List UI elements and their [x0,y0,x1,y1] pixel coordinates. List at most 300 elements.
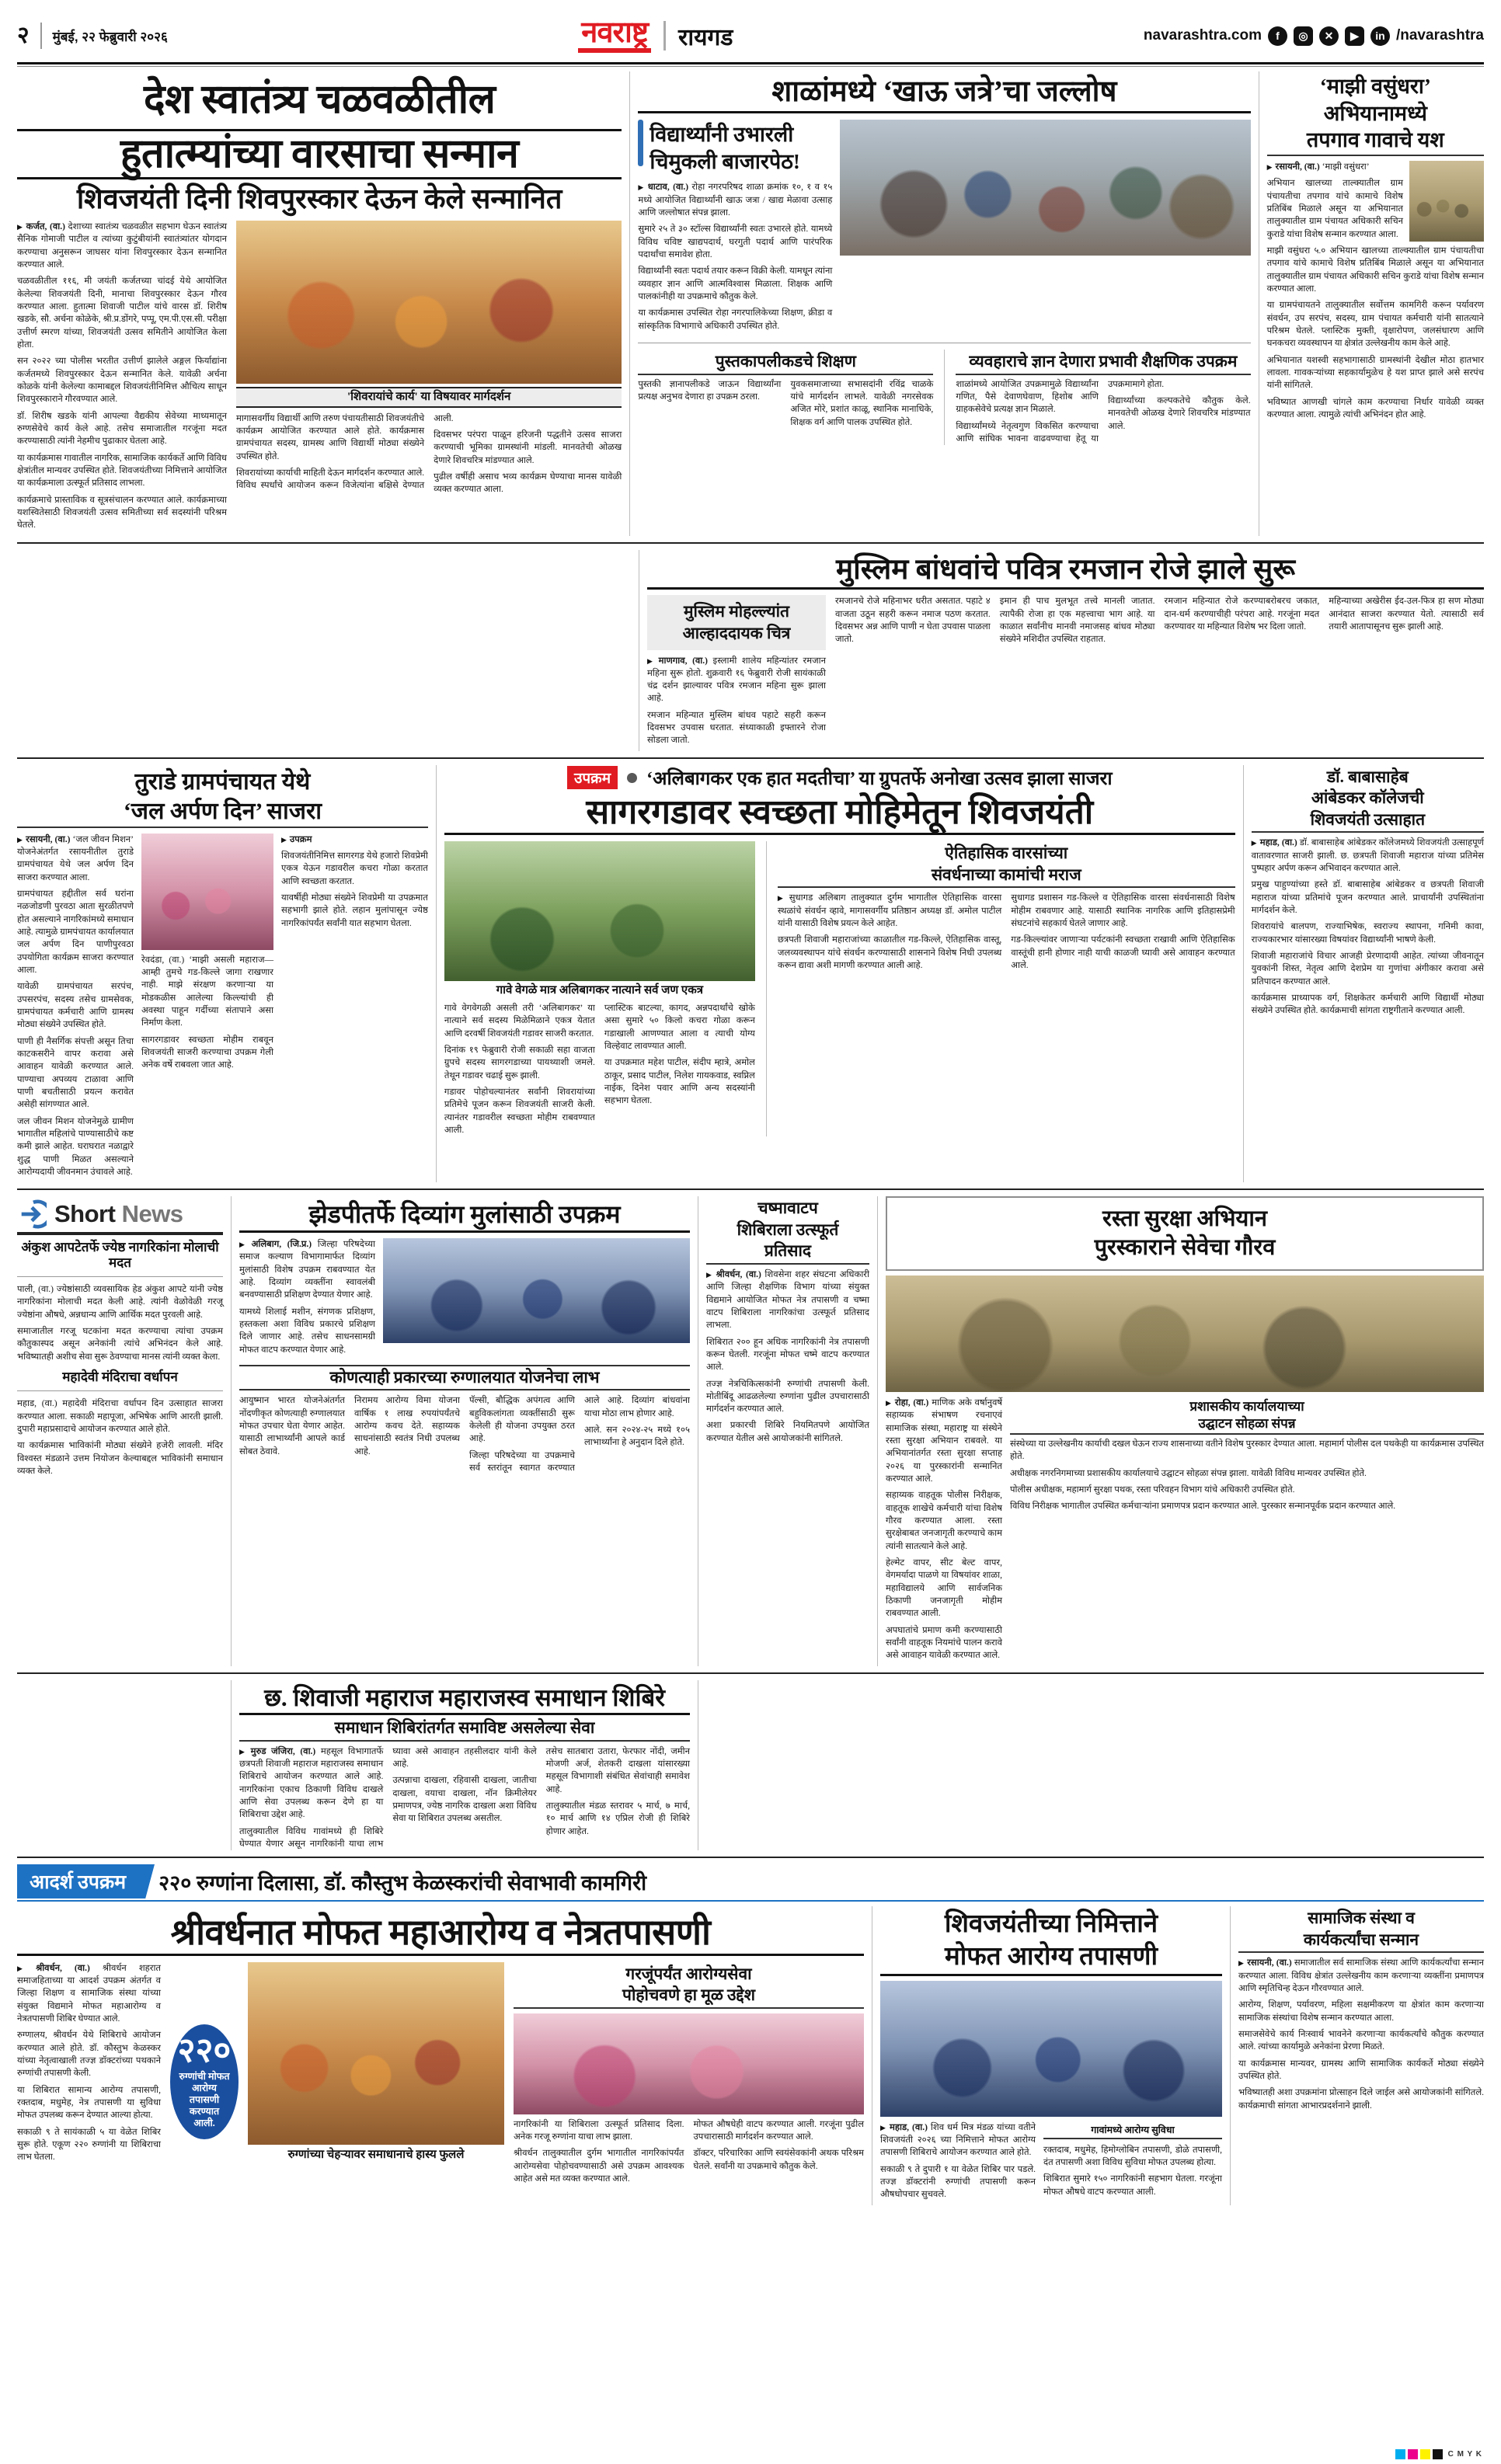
lead-photo-body [236,412,622,496]
ramzan-body-4: रमजान महिन्यात रोजे करण्याबरोबरच जकात, दान-धर्म करण्याचीही परंपरा आहे. गरजूंना मदत करण्यावर या महिन्यात विशेष भर दिला जातो. [1164,597,1320,632]
badge-number: २२० [177,2031,232,2070]
khau-dateline: धाटाव, (वा.) [647,183,689,193]
khau-jatra-body [638,181,832,332]
babasaheb-body-2: शिवरायांचे बालपण, राज्याभिषेक, स्वराज्य स्थापना, गनिमी कावा, राज्यकारभार यांसारख्या विषयांवर विद्यार्थ्यांनी भाषणे केली. [1251,922,1484,945]
instagram-icon[interactable]: ◎ [1294,26,1313,46]
adarsha-headline: श्रीवर्धनात मोफत महाआरोग्य व नेत्रतपासणी [17,1914,864,1955]
sagargad-body-2: गडावर पोहोचल्यानंतर सर्वांनी शिवरायांच्या प्रतिमेचे पूजन करून शिवजयंती साजरी केली. त्यानंतर गडावरील स्वच्छता मोहीम राबवण्यात आली. [444,1088,595,1136]
khau-sub-left-head: पुस्तकापलीकडचे शिक्षण [638,353,933,375]
babasaheb-story [1252,765,1484,1183]
youtube-icon[interactable]: ▶ [1345,26,1364,46]
facebook-icon[interactable]: f [1268,26,1287,46]
social-handle: /navarashtra [1395,27,1484,44]
ramzan-body-1: रमजान महिन्यात मुस्लिम बांधव पहाटे सहरी करून दिवसभर उपवास धरतात. संध्याकाळी इफ्तारने रोजा सोडला जातो. [647,710,826,746]
adarsha-tag: आदर्श उपक्रम [17,1864,138,1898]
khau-sub-right-0: शाळांमध्ये आयोजित उपक्रमामुळे विद्यार्थ्यांना गणित, पैसे देवाणघेवाण, हिशोब आणि ग्राहकसेवेचे प्रत्यक्ष ज्ञान मिळाले. [956,379,1099,415]
samajik-story [1238,1906,1484,2205]
vasundhara-head-2: अभियानामध्ये [1323,101,1427,125]
lead-body-2: सन २०२२ च्या पोलीस भरतीत उत्तीर्ण झालेले अङ्गल फिर्याद्यांना कर्जतमध्ये शिवपुरस्कार देऊन सन्मानित केले. यावेळी अर्चना कोळके यांनी केलेल्या कामाबद्दल शिवजयंतीनिमित्त औचित्य साधून शिवपुरस्काराने गौरवण्यात आले. [17,357,227,405]
short-news-1-p1: या कार्यक्रमास भाविकांनी मोठ्या संख्येने हजेरी लावली. मंदिर विश्वस्त मंडळाने उत्तम नियोजन केल्याबद्दल भाविकांनी समाधान व्यक्त केले. [17,1441,223,1477]
khau-sub-right-body [956,378,1250,446]
rasta-sub-head-2: उद्घाटन सोहळा संपन्न [1010,1416,1484,1434]
varasa-head-2: संवर्धनाच्या कामांची मराज [778,866,1235,889]
champawat-body-0: शिवसेना शहर संघटना अधिकारी आणि जिल्हा शैक्षणिक विभाग यांच्या संयुक्त विद्यमाने आयोजित मोफत नेत्र तपासणी व चष्मा वाटप शिबिराला नागरिकांचा उत्स्फूर्त प्रतिसाद लाभला. [706,1269,869,1331]
shibir-sub-1: तसेच सातबारा उतारा, फेरफार नोंदी, जमीन मोजणी अर्ज, शेतकरी दाखला यांसारख्या महसूल विभागाशी संबंधित सेवांचाही समावेश आहे. [545,1746,690,1794]
babasaheb-body-1: प्रमुख पाहुण्यांच्या हस्ते डॉ. बाबासाहेब आंबेडकर व छत्रपती शिवाजी महाराज यांच्या प्रतिमांचे पूजन करण्यात आले. प्राचार्यांनी उपस्थितांना मार्गदर्शन केले. [1251,880,1484,915]
ramzan-body-col1 [647,655,826,747]
vasundhara-story [1267,71,1484,536]
adarsha-badge-col [170,1962,239,2186]
babasaheb-head-1: डॉ. बाबासाहेब [1326,767,1409,786]
sagargad-caption: गावे वेगळे मात्र अलिबागकर नात्याने सर्व जण एकत्र [496,984,704,997]
adarsha-photo-col [248,1962,504,2186]
vasundhara-body-4: भविष्यात आणखी चांगले काम करण्याचा निर्धार यावेळी व्यक्त करण्यात आला. त्यामुळे त्यांची अभिनंदन होत आहे. [1266,397,1484,419]
short-news-0-p1: समाजातील गरजू घटकांना मदत करण्याचा त्यांचा उपक्रम कौतुकास्पद असून अनेकांनी त्यांचे अभिनंदन केले आहे. भविष्यातही अशीच सेवा सुरू ठेवण्याचा मानस त्यांनी व्यक्त केला. [17,1327,223,1362]
champawat-body-2: तज्ज्ञ नेत्रचिकित्सकांनी रुग्णांची तपासणी केली. मोतीबिंदू आढळलेल्या रुग्णांना पुढील उपचारासाठी मार्गदर्शन करण्यात आले. [706,1379,869,1415]
mofat-body-col1 [880,2121,1036,2205]
sagargad-body [444,1002,755,1136]
adarsha-sub-1: श्रीवर्धन तालुक्यातील दुर्गम भागातील नागरिकांपर्यंत आरोग्यसेवा पोहोचवण्यासाठी असे उपक्रम आवश्यक आहेत असे मत व्यक्त करण्यात आले. [514,2149,684,2184]
lead-body-0: देशाच्या स्वातंत्र्य चळवळीत सहभाग घेऊन स्वातंत्र्य सैनिक गोमाजी पाटील व त्यांच्या कुटुंबीयांनी स्वातंत्र्यांतर योगदान करण्याचा अनुसरून जाघसर यांना शिवपुरस्कार देऊन सन्मानित करण्यात आले. [17,221,228,270]
masthead-right [1144,26,1484,46]
masthead-rule [17,62,1484,64]
khau-subsections [638,350,1250,445]
khau-jatra-photo [840,120,1250,256]
turade-dateline: रसायनी, (वा.) [26,834,71,844]
adarsha-sub-0: नागरिकांनी या शिबिराला उत्स्फूर्त प्रतिसाद दिला. अनेक गरजू रुग्णांना याचा लाभ झाला. [514,2119,684,2142]
babasaheb-head-2: आंबेडकर कॉलेजची [1311,788,1424,808]
adarsha-tag-slant [138,1864,158,1898]
khau-sub-divider [944,350,945,445]
khau-body-3: या कार्यक्रमास उपस्थित रोहा नगरपालिकेच्या शिक्षण, क्रीडा व सांस्कृतिक विभागाचे अधिकारी उपस्थित होते. [638,308,833,331]
adarsha-body-3: सकाळी ९ ते सायंकाळी ५ या वेळेत शिबिर सुरू होते. एकूण २२० रुग्णांनी या शिबिराचा लाभ घेतला. [17,2127,161,2163]
turade-row [17,834,428,1183]
lead-content-row [17,221,622,536]
adarsha-body-2: या शिबिरात सामान्य आरोग्य तपासणी, रक्तदाब, मधुमेह, नेत्र तपासणी या सुविधा मोफत उपलब्ध करून देण्यात आल्या होत्या. [17,2085,161,2121]
zp-body-2: जिल्हा परिषदेच्या या उपक्रमाचे सर्व स्तरांतून स्वागत करण्यात आले आहे. दिव्यांग बांधवांना याचा मोठा लाभ होणार आहे. [469,1396,690,1473]
babasaheb-body-4: कार्यक्रमास प्राध्यापक वर्ग, शिक्षकेतर कर्मचारी आणि विद्यार्थी मोठ्या संख्येने उपस्थित होते. कार्यक्रमाची सांगता राष्ट्रगीताने करण्यात आली. [1251,993,1484,1016]
champawat-body [706,1269,869,1445]
sagargad-photo [444,841,755,981]
shibir-body-1: तालुक्यातील विविध गावांमध्ये ही शिबिरे घेण्यात येणार असून नागरिकांनी याचा लाभ घ्यावा असे आवाहन तहसीलदार यांनी केले आहे. [239,1746,537,1849]
rasta-sub-head-1: प्रशासकीय कार्यालयाच्या [1189,1399,1304,1415]
column-divider-9 [231,1680,232,1851]
babasaheb-body-3: शिवाजी महाराजांचे विचार आजही प्रेरणादायी आहेत. त्यांच्या जीवनातून युवकांनी शिस्त, नेतृत्व आणि देशप्रेम या गुणांचा अंगीकार करावा असे प्रतिपादन करण्यात आले. [1251,951,1484,987]
khau-sub-right-head: व्यवहाराचे ज्ञान देणारा प्रभावी शैक्षणिक उपक्रम [956,353,1250,375]
sagargad-photo-block [444,841,755,1136]
cmyk-black [1433,2449,1443,2459]
mofat-row [880,2121,1222,2205]
rasta-row [886,1397,1484,1666]
champawat-story [706,1196,869,1665]
turade-right-0: रेवदंडा, (वा.) ‘माझी असली महाराज—आम्ही तुमचे गड-किल्ले जागा राखणार नाही. माझे संरक्षण करणाऱ्या या मोडकळीस आलेल्या किल्ल्यांची ही अवस्था पाहून गर्दीच्या संतापाने असा निर्माण केला. [141,955,273,1028]
masthead-center [168,16,1144,53]
short-news-underline [17,1232,223,1235]
sagargad-body-4: या उपक्रमात महेश पाटील, संदीप म्हात्रे, अमोल ठाकूर, प्रसाद पाटील, निलेश गायकवाड, स्वप्निल नाईक, दिनेश पवार आणि अन्य सदस्यांनी सहभाग घेतला. [604,1058,755,1106]
ramzan-box-2: आल्हाददायक चित्र [682,623,791,642]
cmyk-cyan [1395,2449,1405,2459]
mofat-body-2: रक्तदाब, मधुमेह, हिमोग्लोबिन तपासणी, डोळे तपासणी, दंत तपासणी अशा विविध सुविधा मोफत उपलब्ध होत्या. [1043,2145,1222,2167]
varasa-body-0: ▶ सुधागड अलिबाग तालुक्यात दुर्गम भागातील ऐतिहासिक वारसा स्थळांचे संवर्धन व्हावे, मागासवर्गीय प्रतिष्ठान अध्यक्ष डॉ. अमोल पाटील यांनी यासाठी विशेष प्रयत्न केले आहेत. [778,892,1001,930]
upakram-tag: उपक्रम [567,766,618,789]
shivaji-shibir-story [239,1680,690,1851]
samajik-body-2: समाजसेवेचे कार्य निःस्वार्थ भावनेने करणाऱ्या कार्यकर्त्यांचे कौतुक करण्यात आले. त्यांच्या कार्यामुळे अनेकांना प्रेरणा मिळते. [1238,2029,1484,2052]
ramzan-box-1: मुस्लिम मोहल्ल्यांत [683,602,790,621]
lead-headline-line2: हुतात्म्यांच्या वारसाचा सन्मान [17,129,622,180]
page-number: २ [17,23,30,48]
turade-body-4: जल जीवन मिशन योजनेमुळे ग्रामीण भागातील महिलांचे पाण्यासाठीचे कष्ट कमी झाले आहेत. घराघरात नळाद्वारे शुद्ध पाणी मिळत असल्याने आरोग्यदायी जीवनमान उंचावले आहे. [17,1116,134,1177]
champawat-body-1: शिबिरात २०० हून अधिक नागरिकांनी नेत्र तपासणी करून घेतली. गरजूंना मोफत चष्मे वाटप करण्यात आले. [706,1337,869,1373]
zp-sub-1: निरामय आरोग्य विमा योजना वार्षिक १ लाख रुपयांपर्यंतचे आरोग्य कवच देते. सहाय्यक साधनांसाठी स्वतंत्र निधी उपलब्ध आहे. [354,1396,460,1456]
khau-body-0: रोहा नगरपरिषद शाळा क्रमांक १०, १ व १५ मध्ये आयोजित विद्यार्थ्यांनी खाऊ जत्रा / खाद्य मेळावा उत्साह आणि जल्लोषात संपन्न झाला. [638,183,833,218]
shibir-headline: छ. शिवाजी महाराज महाराजस्व समाधान शिबिरे [239,1685,690,1715]
zp-dateline: अलिबाग, (जि.प्र.) [251,1239,312,1249]
varasa-body [778,892,1235,976]
ramzan-left-spacer [17,550,631,751]
zp-divyang-story [239,1196,690,1665]
ramzan-body-3: इमान ही पाच मुलभूत तत्त्वे मानली जातात. त्यापैकी रोजा हा एक महत्त्वाचा भाग आहे. या काळात सर्वांनीच मानवी नमाजसह बांधव मोठ्या संख्येने मशिदीत उपस्थित राहतात. [999,597,1155,645]
ramzan-body-cols [835,595,1484,750]
adarsha-body-1: रुग्णालय, श्रीवर्धन येथे शिबिराचे आयोजन करण्यात आले होते. डॉ. कौस्तुभ केळस्कर यांच्या नेतृत्वाखाली तज्ज्ञ डॉक्टरांच्या पथकाने रुग्णांची तपासणी केली. [17,2031,161,2079]
adarsha-sub-body [514,2118,864,2186]
turade-story [17,765,428,1183]
turade-right-2: शिवजयंतीनिमित्त सागरगड येथे हजारो शिवप्रेमी एकत्र येऊन गडावरील कचरा गोळा करतात आणि स्वच्छता करतात. [281,851,428,886]
short-news-label-b: News [121,1200,183,1228]
masthead-left [17,23,168,49]
turade-head-1: तुराडे ग्रामपंचायत येथे [134,768,311,795]
khau-sub-right-1: विद्यार्थ्यांमध्ये नेतृत्वगुण विकसित करण्याचा आणि सांघिक भावना वाढवण्याचा हेतू या उपक्रमामागे होता. [956,379,1165,444]
rasta-sub-body [1010,1438,1484,1513]
ramzan-dateline: माणगाव, (वा.) [658,656,708,666]
adarsha-sub-photo [514,2013,864,2114]
turade-photo [141,834,273,950]
turade-photo-body [141,954,273,1072]
khau-jatra-left [638,120,832,336]
section-divider-1 [17,542,1484,544]
lead-body-col1 [17,221,227,536]
sagargad-kicker-row [444,765,1235,791]
adarsha-story [17,1906,864,2205]
babasaheb-dateline: महाड, (वा.) [1259,838,1297,848]
adarsha-body-0: श्रीवर्धन शहरात समाजहिताच्या या आदर्श उपक्रम अंतर्गत व जिल्हा शिक्षण व सामाजिक संस्था यांच्या संयुक्त विद्यमाने मोफत महाआरोग्य व नेत्रतपासणी शिबिर घेण्यात आले. [17,1963,161,2024]
shibir-section [17,1680,1484,1851]
column-divider-1 [629,71,630,536]
adarsha-sub-3: डॉक्टर, परिचारिका आणि स्वयंसेवकांनी अथक परिश्रम घेतले. सर्वांनी या उपक्रमाचे कौतुक केले. [693,2149,864,2171]
rasta-head-1: रस्ता सुरक्षा अभियान [1102,1206,1267,1232]
zp-body-3: आले. सन २०२४-२५ मध्ये १०५ लाभार्थ्यांना हे अनुदान दिले होते. [584,1425,690,1448]
ramzan-body-0: इस्लामी शालेय महिन्यांतर रमजान महिना सुरू होतो. शुक्रवारी १६ फेब्रुवारी रोजी सायंकाळी चंद्र दर्शन झाल्यावर पवित्र रमजान महिना सुरू झाला आहे. [647,656,826,704]
turade-right-1: सागरगडावर स्वच्छता मोहीम राबवून शिवजयंती साजरी करण्याचा उपक्रम गेली अनेक वर्षे राबवला जात आहे. [141,1035,273,1070]
short-news-rule-0 [17,1276,223,1277]
section-divider-3 [17,1188,1484,1190]
zp-divyang-headline: झेडपीतर्फे दिव्यांग मुलांसाठी उपक्रम [239,1201,690,1233]
vasundhara-body-rest [1267,245,1484,421]
zp-sub-body [239,1394,690,1474]
short-news-item-0-body [17,1283,223,1363]
sagargad-kicker-text: ‘अलिबागकर एक हात मदतीचा’ या ग्रुपतर्फे अनोखा उत्सव झाला साजरा [646,768,1113,789]
lead-body-3: डॉ. शिरीष खडके यांनी आपल्या वैद्यकीय सेवेच्या माध्यमातून रुग्णसेवेचे कार्य केले आहे. तसेच समाजातील गरजूंना मदत करण्यासाठी त्यांनी नेहमीच पुढाकार घेतला आहे. [17,411,227,447]
column-divider-12 [1230,1906,1231,2205]
short-news-rule-1 [17,1390,223,1391]
shibir-sub-0: उत्पन्नाचा दाखला, रहिवासी दाखला, जातीचा दाखला, वयाचा दाखला, नॉन क्रिमीलेयर प्रमाणपत्र, ज्येष्ठ नागरिक दाखला अशा विविध सेवा या शिबिरात उपलब्ध असतील. [392,1776,537,1824]
turade-body-1: ग्रामपंचायत हद्दीतील सर्व घरांना नळजोडणी पुरवठा आता सुरळीतपणे होत असल्याने नागरिकांमध्ये समाधान आहे. त्यामुळे ग्रामपंचायत कार्यालयात जल अर्पण दिन पाणीपुरवठा उपयोगिता कार्यक्रम साजरा करण्यात आला. [17,889,134,976]
adarsha-row [17,1962,864,2186]
samajik-body [1238,1957,1484,2112]
lead-photo-body-0: मागासवर्गीय विद्यार्थी आणि तरुण पंचायतीसाठी शिवजयंतीचे कार्यक्रम आयोजित करण्यात आले होते. कार्यक्रमास ग्रामपंचायत सदस्य, ग्रामस्थ आणि विद्यार्थी मोठ्या संख्येने उपस्थित होते. [236,413,425,461]
varasa-body-3: गड-किल्ल्यांवर जाणाऱ्या पर्यटकांनी स्वच्छता राखावी आणि ऐतिहासिक वास्तूंची हानी होणार नाही याची काळजी घ्यावी असे आवाहन करण्यात आले. [1011,935,1235,970]
samajik-body-3: या कार्यक्रमास मान्यवर, ग्रामस्थ आणि सामाजिक कार्यकर्ते मोठ्या संख्येने उपस्थित होते. [1238,2059,1484,2081]
samajik-dateline: रसायनी, (वा.) [1247,1958,1292,1968]
zp-body-0: जिल्हा परिषदेच्या समाज कल्याण विभागामार्फत दिव्यांग मुलांसाठी विशेष उपक्रम राबवण्यात येत आहे. दिव्यांग व्यक्तींना स्वावलंबी बनवण्यासाठी प्रशिक्षण देण्यात येणार आहे. [239,1239,375,1300]
vasundhara-photo [1409,161,1484,242]
rasta-sub-col [1010,1397,1484,1666]
samajik-head-2: कार्यकर्त्यांचा सन्मान [1238,1931,1484,1954]
date-line: मुंबई, २२ फेब्रुवारी २०२६ [52,29,168,44]
short-news-label-a: Short [54,1200,116,1228]
masthead [17,14,1484,57]
rasta-head-2: पुरस्काराने सेवेचा गौरव [1094,1235,1276,1261]
sagargad-headline: सागरगडावर स्वच्छता मोहिमेतून शिवजयंती [444,794,1235,836]
mofat-head-2: मोफत आरोग्य तपासणी [880,1944,1222,1976]
badge-label: रुग्णांची मोफत आरोग्य तपासणी करण्यात आली. [179,2071,230,2129]
sagargad-body-3: प्लास्टिक बाटल्या, कागद, अन्नपदार्थांचे खोके असा सुमारे ५० किलो कचरा गोळा करून गडाखाली आणण्यात आला व त्याची योग्य विल्हेवाट लावण्यात आली. [604,1004,755,1052]
lead-subhead: शिवजयंती दिनी शिवपुरस्कार देऊन केले सन्मानित [76,183,562,215]
varasa-story [778,841,1235,1136]
rasta-body-1: सहाय्यक वाहतूक पोलीस निरीक्षक, वाहतूक शाखेचे कर्मचारी यांचा विशेष गौरव करण्यात आला. रस्ता सुरक्षेबाबत जनजागृती करण्याचे काम त्यांनी सातत्याने केले आहे. [886,1491,1002,1551]
lead-body-5: कार्यक्रमाचे प्रास्ताविक व सूत्रसंचालन करण्यात आले. कार्यक्रमाच्या यशस्वितेसाठी शिवजयंती उत्सव समितीच्या सर्व सदस्यांनी परिश्रम घेतले. [17,495,227,531]
lead-photo-body-3: पुढील वर्षीही असाच भव्य कार्यक्रम घेण्याचा मानस यावेळी व्यक्त करण्यात आला. [434,472,622,495]
vasundhara-top-row [1267,161,1484,245]
lead-body-1: चळवळीतील ११६, मी जयंती कर्जतच्या चांदई येथे आयोजित केलेल्या शिवजयंती दिनी, मानाचा शिवपुरस्कार देऊन गौरव करण्यात आला. हुतात्मा शिवाजी पाटील यांचे वारस डॉ. शिरीष खडके, सौ. अर्चना कोळेके, श्री.प्र.डोंगरे, पप्पू, एम.पी.एस.सी. परीक्षा उत्तीर्ण स्मरण यांच्या, शिवजयंती उत्सव समितीने आयोजित केला होता. [17,277,227,350]
khau-jatra-story [638,71,1250,536]
short-news-item-0-headline: अंकुश आपटेतर्फे ज्येष्ठ नागरिकांना मोलाची मदत [21,1240,219,1270]
short-news-0-p0: पाली, (वा.) ज्येष्ठांसाठी व्यवसायिक हेड अंकुश आपटे यांनी ज्येष्ठ नागरिकांना मोलाची मदत केली आहे. त्यांनी वेळोवेळी गरजू ज्येष्ठांना औषधे, अन्नधान्य आणि आर्थिक मदत पुरवली आहे. [17,1285,223,1320]
short-news-item-1-body [17,1397,223,1477]
rasta-body-3: अपघातांचे प्रमाण कमी करण्यासाठी सर्वांनी वाहतूक नियमांचे पालन करावे असे आवाहन यावेळी करण्यात आले. [886,1625,1002,1661]
shibir-sub-2: तालुक्यातील मंडळ स्तरावर ५ मार्च, ७ मार्च, १० मार्च आणि १४ एप्रिल रोजी ही शिबिरे होणार आहेत. [545,1801,690,1836]
linkedin-icon[interactable]: in [1370,26,1390,46]
third-section [17,1196,1484,1665]
shibir-body-0: महसूल विभागातर्फे छत्रपती शिवाजी महाराज महाराजस्व समाधान शिबिराचे आयोजन करण्यात आले आहे. नागरिकांना एकाच ठिकाणी विविध दाखले आणि सेवा उपलब्ध करून देणे हा या शिबिराचा उद्देश आहे. [239,1746,384,1820]
rasta-body-2: हेल्मेट वापर, सीट बेल्ट वापर, वेगमर्यादा पाळणे या विषयांवर शाळा, महाविद्यालये आणि सार्वजनिक ठिकाणी जनजागृती मोहीम राबवण्यात आली. [886,1558,1002,1619]
ramzan-kicker-box [647,595,826,750]
rasta-sub-2: पोलीस अधीक्षक, महामार्ग सुरक्षा पथक, रस्ता परिवहन विभाग यांचे अधिकारी उपस्थित होते. [1010,1484,1295,1495]
vasundhara-body-2: या ग्रामपंचायतने तालुक्यातील सर्वोत्तम कामगिरी करून पर्यावरण संवर्धन, उप सरपंच, सदस्य, ग्राम पंचायत कर्मचारी यांनी सातत्याने परिश्रम घेतले. प्लास्टिक मुक्ती, वृक्षारोपण, जलसंधारण आणि घनकचरा व्यवस्थापन या क्षेत्रांत उल्लेखनीय काम केले आहे. [1266,301,1484,349]
rasta-sub-1: अधीक्षक नगरनिगमाच्या प्रशासकीय कार्यालयाचे उद्घाटन सोहळा संपन्न झाला. यावेळी विविध मान्यवर उपस्थित होते. [1010,1468,1367,1478]
sagargad-story [444,765,1235,1183]
rasta-sub-0: संस्थेच्या या उल्लेखनीय कार्याची दखल घेऊन राज्य शासनाच्या वतीने विशेष पुरस्कार देण्यात आला. महामार्ग पोलीस दल पथकेही या कार्यक्रमास उपस्थित होते. [1010,1439,1484,1462]
ramzan-headline: मुस्लिम बांधवांचे पवित्र रमजान रोजे झाले सुरू [647,555,1484,590]
kicker-bullet-icon [627,773,637,783]
zp-body-1: यामध्ये शिलाई मशीन, संगणक प्रशिक्षण, हस्तकला अशा विविध प्रकारचे प्रशिक्षण दिले जाणार आहे. तसेच साधनसामग्री मोफत वाटप करण्यात येणार आहे. [239,1307,375,1355]
khau-sub-left [638,350,933,445]
zp-sub-2: पॅल्सी, बौद्धिक अपंगत्व आणि बहुविकलांगता व्यक्तींसाठी सुरू केलेली ही योजना उपयुक्त ठरत आहे. [469,1396,575,1444]
varasa-body-2: सुधागड प्रशासन गड-किल्ले व ऐतिहासिक वारसा संवर्धनासाठी विशेष मोहीम राबवणार आहे. यासाठी स्थानिक नागरिक आणि इतिहासप्रेमी संघटनांचे सहकार्य घेतले जाणार आहे. [1011,893,1235,928]
column-divider-6 [231,1196,232,1665]
kicker-accent-bar [638,120,643,166]
khau-body-2: विद्यार्थ्यांनी स्वतः पदार्थ तयार करून विक्री केली. यामधून त्यांना व्यवहार ज्ञान आणि आत्मविश्वास मिळाला. शिक्षक आणि पालकांनीही या उपक्रमाचे कौतुक केले. [638,266,833,302]
lead-dateline: कर्जत, (वा.) [26,221,65,231]
khau-sub-right [956,350,1250,445]
turade-body-2: यावेळी ग्रामपंचायत सरपंच, उपसरपंच, सदस्य तसेच ग्रामसेवक, ग्रामपंचायत कर्मचारी आणि ग्रामस्थ मोठ्या संख्येने उपस्थित होते. [17,982,134,1030]
cmyk-yellow [1420,2449,1430,2459]
lead-body-4: या कार्यक्रमास गावातील नागरिक, सामाजिक कार्यकर्ते आणि विविध क्षेत्रांतील मान्यवर उपस्थित होते. शिवजयंतीच्या निमित्ताने आयोजित या कार्यक्रमाला उत्स्फूर्त प्रतिसाद लाभला. [17,453,227,489]
mofat-col2 [1043,2121,1222,2205]
short-news-title [54,1200,183,1228]
logo-divider [663,21,666,50]
ramzan-section [17,550,1484,751]
masthead-rule-thin [17,66,1484,67]
mofat-body-3: शिबिरात सुमारे १५० नागरिकांनी सहभाग घेतला. गरजूंना मोफत औषधे वाटप करण्यात आली. [1043,2174,1222,2197]
adarsha-sub-head-2: पोहोचवणे हा मूळ उद्देश [514,1986,864,2009]
shibir-body [239,1745,690,1851]
rasta-suraksha-photo [886,1276,1484,1392]
adarsha-caption: रुग्णांच्या चेहऱ्यावर समाधानाचे हास्य फुलले [287,2148,465,2161]
khau-sub-left-body [638,378,933,429]
turade-body-3: पाणी ही नैसर्गिक संपत्ती असून तिचा काटकसरीने वापर करावा असे आवाहन यावेळी करण्यात आले. पाण्याचा अपव्यय टाळावा आणि पाणी बचतीसाठी प्रयत्न करावेत असेही सांगण्यात आले. [17,1036,134,1110]
short-news-arrow-icon [17,1199,47,1229]
zp-row [239,1238,690,1360]
varasa-head-1: ऐतिहासिक वारसांच्या [945,844,1068,863]
rasta-dateline: रोहा, (वा.) [894,1398,929,1408]
vasundhara-dateline: रसायनी, (वा.) [1275,162,1320,172]
khau-sub-left-1: युवकसमाजाच्या सभासदांनी रविंद्र चाळके यांचे मार्गदर्शन लाभले. यावेळी नगरसेवक अजित मोरे, प्रशांत काळू, स्थानिक मानाधिके, शिक्षक वर्ग आणि पालक उपस्थित होते. [790,379,934,427]
mofat-body-col2 [1043,2144,1222,2198]
adarsha-body-col1 [17,1962,161,2186]
revdanda-dateline: उपक्रम [289,834,312,844]
section-divider-2 [17,757,1484,759]
adarsha-dateline: श्रीवर्धन, (वा.) [36,1963,90,1973]
khau-kicker-line1: विद्यार्थ्यांनी उभारली [650,123,794,147]
second-section [17,765,1484,1183]
varasa-body-1: छत्रपती शिवाजी महाराजांच्या काळातील गड-किल्ले, ऐतिहासिक वास्तू, जलव्यवस्थापन यांचे संवर्धन करण्यासाठी शासनाने विशेष निधी उपलब्ध करून द्यावा अशी मागणी करण्यात आली आहे. [777,935,1002,970]
section-divider-5 [17,1857,1484,1858]
shibir-dateline: मुरुड जंजिरा, (वा.) [250,1746,316,1756]
vasundhara-body-col [1267,161,1403,245]
turade-body-col1 [17,834,134,1183]
ramzan-row [647,595,1484,750]
rasta-headline-box [886,1196,1484,1271]
samajik-body-0: समाजातील सर्व सामाजिक संस्था आणि कार्यकर्त्यांचा सन्मान करण्यात आला. विविध क्षेत्रांत उल्लेखनीय काम करणाऱ्या व्यक्तींना प्रमाणपत्र आणि स्मृतिचिन्ह देऊन गौरवण्यात आले. [1238,1958,1485,1993]
vasundhara-body-3: अभियानात यशस्वी सहभागासाठी ग्रामस्थांनी देखील मोठा हातभार लावला. गावकऱ्यांच्या सहकार्यामुळेच हे यश प्राप्त झाले असे सरपंच यांनी सांगितले. [1266,355,1484,391]
adarsha-kicker: २२० रुग्णांना दिलासा, डॉ. कौस्तुभ केळस्करांची सेवाभावी कामगिरी [158,1871,647,1895]
sagargad-body-1: दिनांक १९ फेब्रुवारी रोजी सकाळी सहा वाजता ग्रुपचे सदस्य सागरगडाच्या पायथ्याशी जमले. तेथून गडावर चढाई सुरू झाली. [444,1046,595,1081]
champawat-body-3: अशा प्रकारची शिबिरे नियमितपणे आयोजित करण्यात येतील असे आयोजकांनी सांगितले. [706,1421,869,1443]
babasaheb-body [1252,837,1484,1017]
adarsha-photo [248,1962,504,2145]
khau-kicker-line2: चिमुकली बाजारपेठ! [650,149,800,173]
rasta-body-0: माणिक अके वर्षानुवर्षे सहाय्यक संभाषण रचनाएवं सामाजिक संस्था, महाराष्ट्र या संस्थेने रस्ता सुरक्षा अभियान राबवले. या अभियानांतर्गत रस्ता सुरक्षा सप्ताह २०२६ या पुरस्कारांनी सन्मानित करण्यात आले. [886,1398,1002,1484]
mofat-caption: गावांमध्ये आरोग्य सुविधा [1043,2125,1222,2139]
newspaper-logo: नवराष्ट्र [578,19,651,53]
turade-body-0: ‘जल जीवन मिशन’ योजनेअंतर्गत रसायनीतील तुराडे ग्रामपंचायत येथे जल अर्पण दिन साजरा करण्यात आला. [17,834,134,882]
sagargad-body-0: गावे वेगवेगळी असली तरी ‘अलिबागकर’ या नात्याने सर्व सदस्य मिळेमिळाने एकत्र येतात आणि दरवर्षी शिवजयंती गडावर साजरी करतात. [444,1004,595,1039]
zp-photo-block [383,1238,690,1360]
mofat-head-1: शिवजयंतीच्या निमित्ताने [944,1910,1158,1939]
khau-jatra-kicker [638,120,832,176]
masthead-divider [40,23,42,49]
champawat-head-1: चष्मावाटप [757,1199,818,1218]
khau-jatra-headline: शाळांमध्ये ‘खाऊ जत्रे’चा जल्लोष [638,76,1250,113]
lead-photo-block [236,221,622,536]
champawat-head-3: प्रतिसाद [706,1242,869,1265]
turade-photo-col [141,834,273,1183]
vasundhara-body-0: अभियान खालच्या ताल्क्यातील ग्राम पंचायतीचा तपगाव यांचे कामाचे विशेष प्रतिबिंब मिळाले असून या अभियानात तालुक्यातील ग्राम पंचायत अधिकारी सचिन कुराडे यांचा विशेष सन्मान करण्यात आला. [1266,179,1403,239]
mofat-body-1: सकाळी ९ ते दुपारी १ या वेळेत शिबिर पार पडले. तज्ज्ञ डॉक्टरांनी रुग्णांची तपासणी करून औषधोपचार सुचवले. [880,2164,1036,2200]
adarsha-sub-2: मोफत औषधेही वाटप करण्यात आली. गरजूंना पुढील उपचारासाठी मार्गदर्शन करण्यात आले. [693,2119,864,2142]
samajik-head-1: सामाजिक संस्था व [1308,1909,1415,1928]
turade-body-col3 [281,834,428,1183]
vasundhara-head-3: तपगाव गावाचे यश [1267,129,1484,156]
cmyk-magenta [1408,2449,1418,2459]
khau-sub-left-0: पुस्तकी ज्ञानापलीकडे जाऊन विद्यार्थ्यांना प्रत्यक्ष अनुभव देणारा हा उपक्रम ठरला. [638,379,782,402]
twitter-x-icon[interactable]: ✕ [1319,26,1339,46]
bottom-section [17,1864,1484,2205]
zp-body-col1 [239,1238,375,1360]
khau-jatra-photo-block [840,120,1250,336]
mofat-tapasani-story [880,1906,1222,2205]
champawat-head-2: शिबिराला उत्स्फूर्त [737,1220,839,1239]
short-news-column [17,1196,223,1665]
shibir-right-spacer [706,1680,1484,1851]
adarsha-kicker-row [17,1864,1484,1898]
website-url[interactable]: navarashtra.com [1143,27,1262,44]
section-divider-4 [17,1672,1484,1674]
champawat-dateline: श्रीवर्धन, (वा.) [716,1269,761,1279]
lead-photo-caption: 'शिवरायांचे कार्य' या विषयावर मार्गदर्शन [236,387,622,408]
zp-sub-head: कोणत्याही प्रकारच्या रुग्णालयात योजनेचा लाभ [239,1365,690,1391]
zp-sub-0: आयुष्मान भारत योजनेअंतर्गत नोंदणीकृत कोणत्याही रुग्णालयात मोफत उपचार घेता येणार आहेत. यासाठी लाभार्थ्यांनी आपले कार्ड सोबत ठेवावे. [239,1396,345,1456]
column-divider-5 [1243,765,1244,1183]
short-news-item-1-headline: महादेवी मंदिराचा वर्धापन [62,1369,178,1385]
vasundhara-kicker: ‘माझी वसुंधरा’ [1322,162,1370,172]
ramzan-story [647,550,1484,751]
mofat-dateline: महाड, (वा.) [890,2122,928,2132]
turade-right-3: यावर्षीही मोठ्या संख्येने शिवप्रेमी या उपक्रमात सहभागी झाले होते. लहान मुलांपासून ज्येष्ठ नागरिकांपर्यंत सर्वांनी यात सहभाग घेतला. [281,893,428,928]
babasaheb-head-3: शिवजयंती उत्साहात [1252,811,1484,834]
khau-body-1: सुमारे २५ ते ३० स्टॉल्स विद्यार्थ्यांनी स्वतः उभारले होते. यामध्ये विविध चविष्ट खाद्यपदार्थ, घरगुती पदार्थ आणि पारंपरिक पदार्थांचा समावेश होता. [638,224,833,260]
rasta-suraksha-story [886,1196,1484,1665]
short-news-1-p0: महाड, (वा.) महादेवी मंदिराचा वर्धापन दिन उत्साहात साजरा करण्यात आला. सकाळी महापूजा, अभिषेक आणि आरती झाली. दुपारी महाप्रसादाचे आयोजन करण्यात आले होते. [17,1399,223,1435]
column-divider-4 [436,765,437,1183]
ramzan-body-5: महिन्याच्या अखेरीस ईद-उल-फित्र हा सण मोठ्या आनंदात साजरा करण्यात येतो. त्यासाठी सर्व तयारी आतापासूनच सुरू झाली आहे. [1329,597,1484,632]
edition-name: रायगड [678,24,733,50]
bottom-cols [17,1906,1484,2205]
vasundhara-body-1: माझी वसुंधरा ५.० अभियान खालच्या ताल्क्यातील ग्राम पंचायतीचा तपगाव यांचे कामाचे विशेष प्रतिबिंब मिळाले असून या अभियानात तालुक्यातील ग्राम पंचायत अधिकारी सचिन कुराडे यांचा विशेष सन्मान करण्यात आला. [1266,246,1484,294]
mofat-body-0: शिव धर्म मित्र मंडळ यांच्या वतीने शिवजयंती २०२६ च्या निमित्ताने मोफत आरोग्य तपासणी शिबिराचे आयोजन करण्यात आले होते. [880,2122,1036,2158]
lead-photo [236,221,622,384]
rasta-sub-3: विविध निरीक्षक भागातील उपस्थित कर्मचाऱ्यांना प्रमाणपत्र प्रदान करण्यात आले. पुरस्कार सन्मानपूर्वक प्रदान करण्यात आले. [1010,1502,1396,1512]
lead-photo-body-1: शिवरायांच्या कार्याची माहिती देऊन मार्गदर्शन करण्यात आले. विविध स्पर्धांचे आयोजन करून विजेत्यांना बक्षिसे देण्यात आली. [236,413,454,491]
shibir-sub-head: समाधान शिबिरांतर्गत समाविष्ट असलेल्या सेवा [239,1719,690,1742]
babasaheb-body-0: डॉ. बाबासाहेब आंबेडकर कॉलेजमध्ये शिवजयंती उत्साहपूर्ण वातावरणात साजरी झाली. छ. छत्रपती शिवाजी महाराज यांच्या प्रतिमेस पुष्पहार अर्पण करून अभिवादन करण्यात आले. [1251,838,1484,873]
vasundhara-head-1: ‘माझी वसुंधरा’ [1319,75,1431,98]
adarsha-sub-head-1: गरजूंपर्यंत आरोग्यसेवा [625,1964,752,1983]
top-section [17,71,1484,536]
cmyk-registration-marks [1395,2449,1482,2459]
lead-headline-line1: देश स्वातंत्र्य चळवळीतील [143,78,496,122]
ramzan-boxed [647,595,826,649]
short-news-header [17,1199,223,1229]
lead-story [17,71,622,536]
adarsha-sub-col [514,1962,864,2186]
khau-jatra-row [638,120,1250,336]
lead-photo-body-2: दिवसभर परंपरा पाळून हरिजनी पद्धतीने उत्सव साजरा करण्याची भूमिका ग्रामस्थांनी मांडली. मानवतेची ओळख देणारे शिवचरित्र मांडण्यात आले. [434,430,622,465]
rasta-body-col1 [886,1397,1002,1666]
turade-head-2: ‘जल अर्पण दिन’ साजरा [17,799,428,828]
cmyk-label: C M Y K [1447,2450,1482,2459]
mofat-tapasani-photo [880,1981,1222,2117]
